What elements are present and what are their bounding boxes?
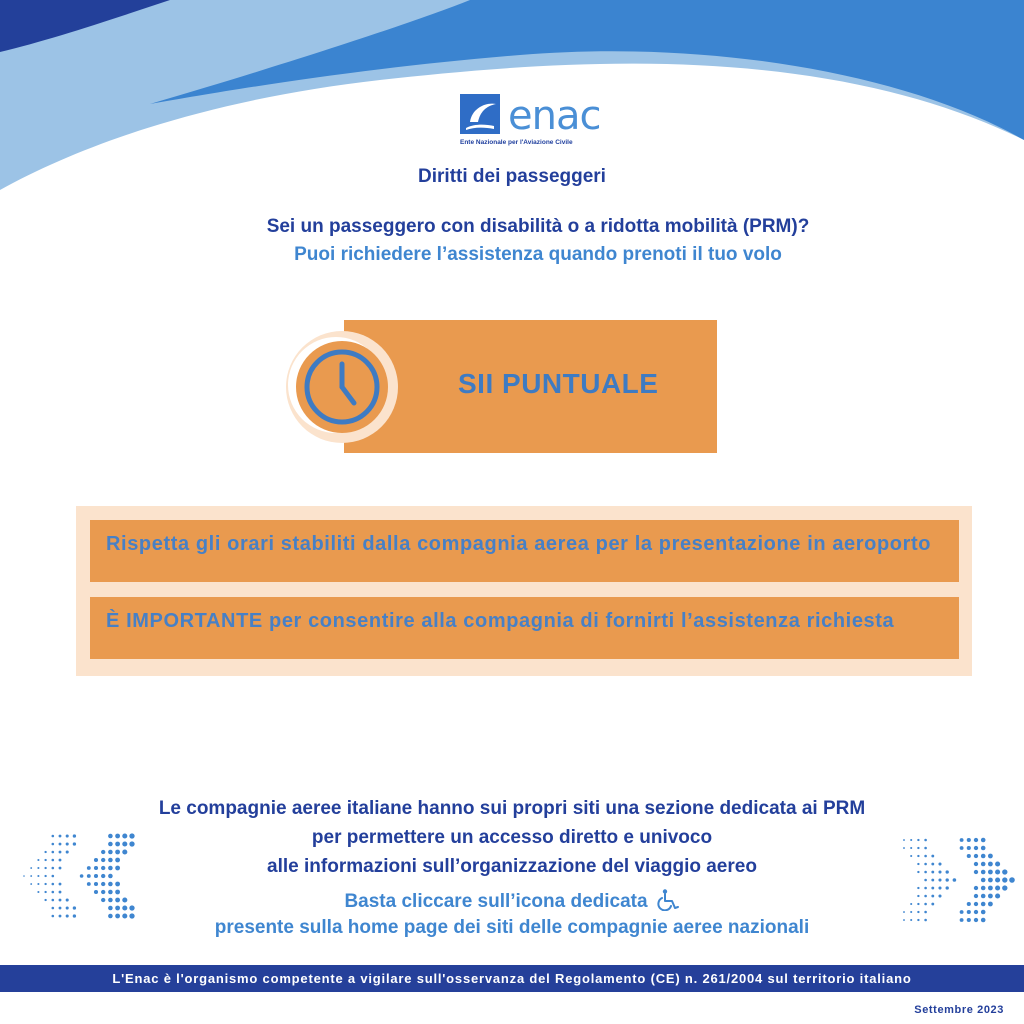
decorative-dot bbox=[924, 839, 927, 842]
decorative-dot bbox=[122, 833, 127, 838]
decorative-dot bbox=[30, 875, 32, 877]
page-title: Diritti dei passeggeri bbox=[418, 166, 606, 187]
decorative-dot bbox=[59, 835, 62, 838]
decorative-dot bbox=[66, 842, 69, 845]
decorative-dot bbox=[30, 883, 32, 885]
decorative-dot bbox=[44, 883, 46, 885]
decorative-dot bbox=[910, 855, 912, 857]
decorative-dot bbox=[1002, 869, 1007, 874]
decorative-dot bbox=[938, 878, 941, 881]
subquestion-text: Puoi richiedere l’assistenza quando prenoti il tuo volo bbox=[294, 244, 782, 265]
decorative-dot bbox=[981, 854, 986, 859]
tip-text: Rispetta gli orari stabiliti dalla compagnia aerea per la presentazione in aeroporto bbox=[106, 533, 932, 555]
decorative-dot bbox=[59, 843, 62, 846]
logo-text: enac bbox=[508, 93, 601, 139]
decorative-dot bbox=[115, 834, 120, 839]
decorative-dot bbox=[52, 883, 55, 886]
decorative-dot bbox=[938, 870, 941, 873]
decorative-dot bbox=[94, 858, 98, 862]
decorative-dot bbox=[66, 834, 69, 837]
decorative-dot bbox=[37, 875, 39, 877]
decorative-dot bbox=[44, 867, 46, 869]
decorative-dot bbox=[101, 866, 105, 870]
decorative-dot bbox=[30, 867, 32, 869]
decorative-dot bbox=[903, 839, 905, 841]
decorative-dot bbox=[80, 874, 84, 878]
decorative-dot bbox=[981, 870, 986, 875]
decorative-dot bbox=[946, 870, 949, 873]
decorative-dot bbox=[66, 850, 69, 853]
decorative-dot bbox=[946, 878, 949, 881]
info-line-2: per permettere un accesso diretto e univoco bbox=[311, 827, 713, 848]
decorative-dot bbox=[917, 871, 919, 873]
decorative-dot bbox=[59, 851, 62, 854]
decorative-dot bbox=[917, 863, 919, 865]
decorative-dot bbox=[59, 859, 62, 862]
tip-row-1 bbox=[90, 520, 959, 582]
cta-line-2: presente sulla home page dei siti delle compagnie aeree nazionali bbox=[214, 917, 810, 938]
decorative-dot bbox=[122, 841, 127, 846]
decorative-dot bbox=[924, 863, 927, 866]
decorative-dot bbox=[924, 879, 927, 882]
decorative-dot bbox=[73, 842, 76, 845]
decorative-dot bbox=[122, 849, 127, 854]
decorative-dot bbox=[108, 842, 113, 847]
decorative-dot bbox=[931, 855, 934, 858]
decorative-dot bbox=[59, 883, 62, 886]
decorative-dot bbox=[115, 866, 120, 871]
decorative-dot bbox=[967, 846, 971, 850]
decorative-dot bbox=[1002, 877, 1007, 882]
decorative-dot bbox=[917, 847, 919, 849]
info-block bbox=[0, 794, 1024, 881]
decorative-dot bbox=[87, 874, 91, 878]
decorative-dot bbox=[931, 879, 934, 882]
decorative-dot bbox=[924, 871, 927, 874]
decorative-dot bbox=[87, 882, 91, 886]
decorative-dot bbox=[115, 850, 120, 855]
decorative-dot bbox=[108, 882, 113, 887]
decorative-dot bbox=[115, 882, 120, 887]
decorative-dot bbox=[52, 875, 55, 878]
hero-label: SII PUNTUALE bbox=[458, 368, 659, 399]
cta-text: Basta cliccare sull’icona dedicata bbox=[344, 891, 648, 912]
decorative-dot bbox=[910, 839, 912, 841]
decorative-dot bbox=[924, 847, 927, 850]
decorative-dot bbox=[52, 843, 55, 846]
decorative-dot bbox=[101, 850, 105, 854]
decorative-dot bbox=[953, 878, 957, 882]
cta-line-1 bbox=[0, 889, 1024, 913]
question-text: Sei un passeggero con disabilità o a ridotta mobilità (PRM)? bbox=[266, 216, 810, 237]
decorative-dot bbox=[938, 862, 941, 865]
decorative-dot bbox=[988, 854, 993, 859]
decorative-dot bbox=[37, 883, 39, 885]
decorative-dot bbox=[917, 839, 919, 841]
decorative-dot bbox=[52, 867, 55, 870]
decorative-dot bbox=[59, 867, 62, 870]
decorative-dot bbox=[101, 882, 105, 886]
decorative-dot bbox=[101, 874, 105, 878]
decorative-dot bbox=[960, 846, 964, 850]
clock-icon bbox=[286, 327, 398, 447]
decorative-dot bbox=[931, 871, 934, 874]
decorative-dot bbox=[94, 874, 98, 878]
decorative-dot bbox=[988, 878, 993, 883]
decorative-dot bbox=[995, 877, 1000, 882]
decorative-dot bbox=[37, 859, 39, 861]
decorative-dot bbox=[988, 870, 993, 875]
decorative-dot bbox=[974, 870, 978, 874]
decorative-dot bbox=[94, 882, 98, 886]
decorative-dot bbox=[981, 878, 986, 883]
decorative-dot bbox=[931, 863, 934, 866]
decorative-dot bbox=[87, 866, 91, 870]
decorative-dot bbox=[108, 874, 113, 879]
decorative-dot bbox=[108, 834, 113, 839]
decorative-dot bbox=[903, 847, 905, 849]
decorative-dot bbox=[1009, 877, 1015, 883]
decorative-dot bbox=[967, 838, 971, 842]
decorative-dot bbox=[44, 859, 46, 861]
decorative-dot bbox=[115, 842, 120, 847]
decorative-dot bbox=[108, 850, 113, 855]
decorative-dot bbox=[967, 854, 971, 858]
decorative-dot bbox=[917, 855, 919, 857]
wheelchair-icon bbox=[656, 889, 680, 911]
tip-text: per consentire alla compagnia di fornirti l’assistenza richiesta bbox=[262, 610, 895, 632]
decorative-dot bbox=[974, 862, 978, 866]
decorative-dot bbox=[115, 858, 120, 863]
logo-subtitle: Ente Nazionale per l'Aviazione Civile bbox=[460, 139, 573, 146]
tip-emphasis: È IMPORTANTE bbox=[106, 610, 263, 632]
decorative-dot bbox=[52, 851, 55, 854]
decorative-dot bbox=[960, 838, 964, 842]
decorative-dot bbox=[37, 867, 39, 869]
decorative-dot bbox=[52, 859, 55, 862]
decorative-dot bbox=[974, 846, 978, 850]
decorative-dot bbox=[995, 869, 1000, 874]
decorative-dot bbox=[974, 838, 978, 842]
decorative-dot bbox=[995, 861, 1000, 866]
decorative-dot bbox=[44, 851, 46, 853]
decorative-dot bbox=[94, 866, 98, 870]
decorative-dot bbox=[129, 841, 134, 846]
decorative-dot bbox=[129, 833, 134, 838]
decorative-dot bbox=[981, 862, 986, 867]
decorative-dot bbox=[924, 855, 927, 858]
decorative-dot bbox=[108, 858, 113, 863]
decorative-dot bbox=[910, 847, 912, 849]
footer-bar: L'Enac è l'organismo competente a vigilare sull'osservanza del Regolamento (CE) n. 261/2004 sul territorio italiano bbox=[0, 965, 1024, 992]
publication-date: Settembre 2023 bbox=[914, 1004, 1004, 1016]
info-line-1: Le compagnie aeree italiane hanno sui propri siti una sezione dedicata ai PRM bbox=[158, 798, 866, 819]
decorative-dot bbox=[981, 846, 986, 851]
tip-row-2 bbox=[90, 597, 959, 659]
decorative-dot bbox=[981, 838, 986, 843]
info-line-3: alle informazioni sull’organizzazione del viaggio aereo bbox=[267, 856, 757, 877]
decorative-dot bbox=[23, 875, 25, 877]
decorative-dot bbox=[73, 834, 76, 837]
decorative-dot bbox=[101, 858, 105, 862]
decorative-dot bbox=[52, 835, 55, 838]
decorative-dot bbox=[108, 866, 113, 871]
decorative-dot bbox=[44, 875, 46, 877]
decorative-dot bbox=[974, 854, 978, 858]
decorative-dot bbox=[988, 862, 993, 867]
